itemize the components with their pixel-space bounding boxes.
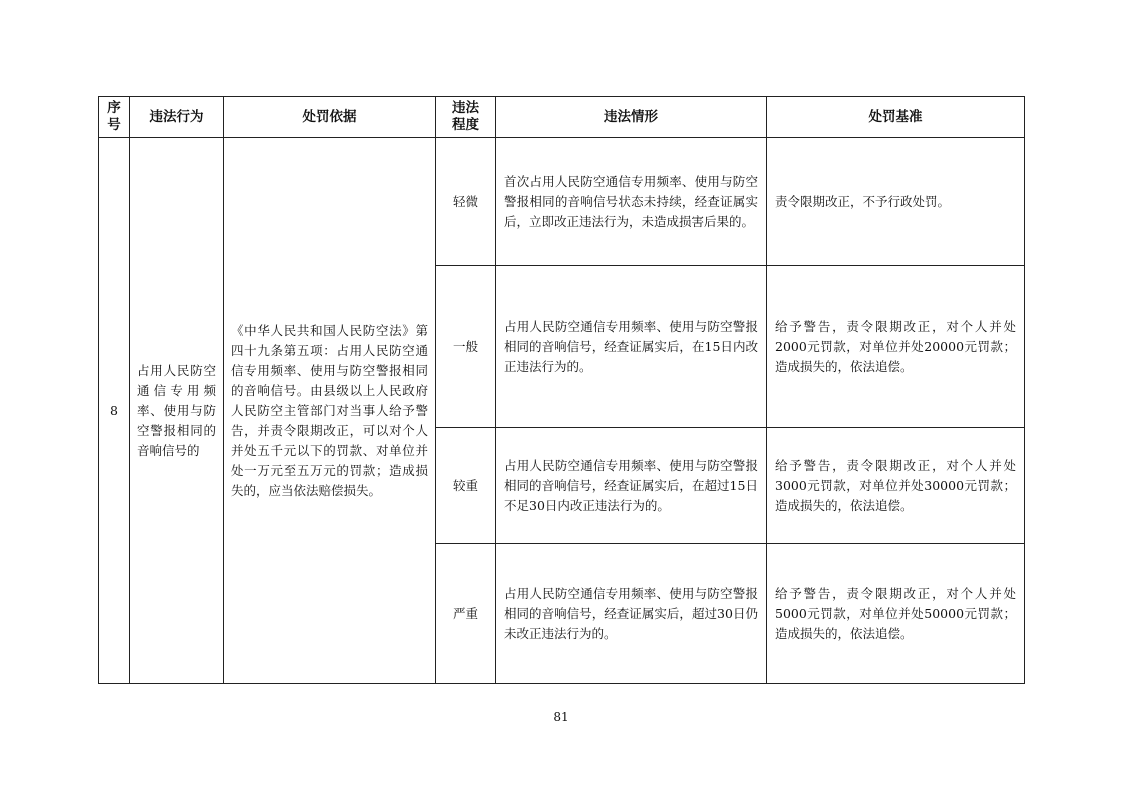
circumstance-cell: 占用人民防空通信专用频率、使用与防空警报相同的音响信号，经查证属实后，超过30日仍未改正违法行为的。 (496, 544, 767, 684)
degree-cell: 轻微 (436, 138, 496, 266)
item-behavior: 占用人民防空通信专用频率、使用与防空警报相同的音响信号的 (130, 138, 224, 684)
header-behavior: 违法行为 (130, 97, 224, 138)
item-seq: 8 (99, 138, 130, 684)
item-basis: 《中华人民共和国人民防空法》第四十九条第五项：占用人民防空通信专用频率、使用与防空警报相同的音响信号。由县级以上人民政府人民防空主管部门对当事人给予警告，并责令限期改正，可以对个人并处五千元以下的罚款、对单位并处一万元至五万元的罚款；造成损失的，应当依法赔偿损失。 (224, 138, 436, 684)
circumstance-cell: 占用人民防空通信专用频率、使用与防空警报相同的音响信号，经查证属实后，在超过15日不足30日内改正违法行为的。 (496, 428, 767, 544)
header-seq: 序号 (99, 97, 130, 138)
header-basis: 处罚依据 (224, 97, 436, 138)
header-circumstance: 违法情形 (496, 97, 767, 138)
standard-cell: 给予警告，责令限期改正，对个人并处3000元罚款，对单位并处30000元罚款；造成损失的，依法追偿。 (767, 428, 1025, 544)
page-number: 81 (553, 710, 569, 724)
standard-cell: 给予警告，责令限期改正，对个人并处5000元罚款，对单位并处50000元罚款；造成损失的，依法追偿。 (767, 544, 1025, 684)
penalty-table (98, 96, 1025, 684)
header-row (99, 97, 1025, 138)
circumstance-cell: 首次占用人民防空通信专用频率、使用与防空警报相同的音响信号状态未持续，经查证属实后，立即改正违法行为，未造成损害后果的。 (496, 138, 767, 266)
degree-cell: 严重 (436, 544, 496, 684)
standard-cell: 给予警告，责令限期改正，对个人并处2000元罚款，对单位并处20000元罚款；造成损失的，依法追偿。 (767, 266, 1025, 428)
circumstance-cell: 占用人民防空通信专用频率、使用与防空警报相同的音响信号，经查证属实后，在15日内改正违法行为的。 (496, 266, 767, 428)
degree-cell: 较重 (436, 428, 496, 544)
header-degree: 违法程度 (436, 97, 496, 138)
table-row (99, 138, 1025, 266)
degree-cell: 一般 (436, 266, 496, 428)
header-standard: 处罚基准 (767, 97, 1025, 138)
standard-cell: 责令限期改正，不予行政处罚。 (767, 138, 1025, 266)
